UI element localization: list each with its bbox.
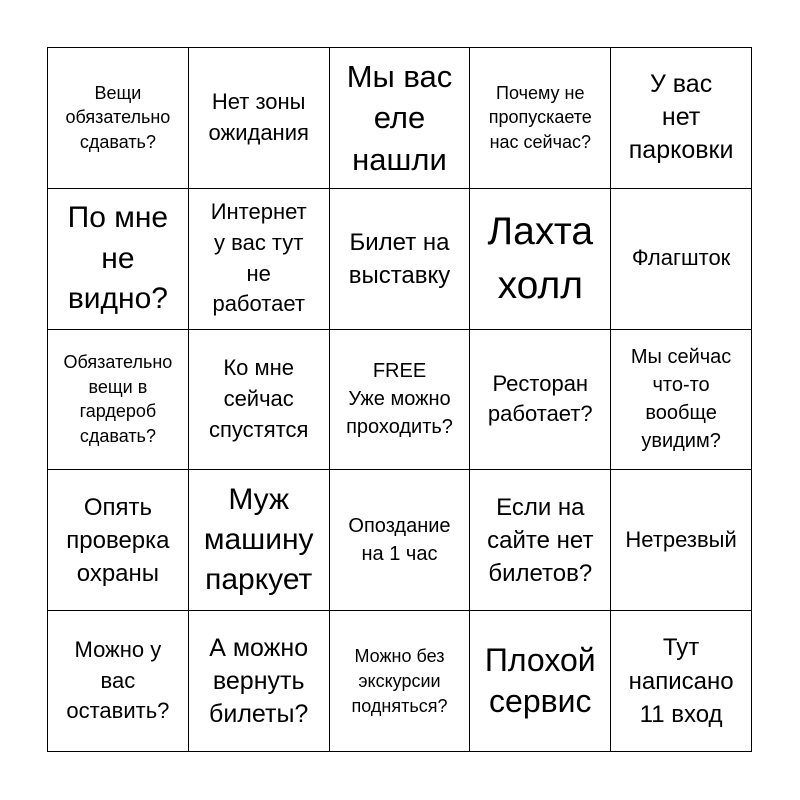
cell-text: По мне не видно? (67, 201, 169, 315)
bingo-cell[interactable] (330, 189, 471, 330)
cell-text: Можно у вас оставить? (66, 636, 170, 724)
cell-text: Опоздание на 1 час (348, 515, 451, 566)
cell-text: Муж машину паркует (203, 483, 314, 597)
cell-text: А можно вернуть билеты? (209, 633, 309, 728)
bingo-cell[interactable] (330, 611, 471, 752)
cell-text: Тут написано 11 вход (628, 634, 734, 728)
cell-text: Можно без экскурсии подняться? (351, 645, 448, 716)
bingo-cell[interactable] (48, 470, 189, 611)
bingo-cell[interactable] (189, 470, 330, 611)
cell-text: У вас нет парковки (628, 70, 734, 165)
cell-text: Нет зоны ожидания (208, 89, 309, 145)
cell-text: Опять проверка охраны (66, 493, 170, 587)
cell-text: Лахта холл (487, 209, 594, 307)
cell-text: Мы сейчас что-то вообще увидим? (630, 346, 732, 453)
bingo-cell[interactable] (611, 611, 752, 752)
cell-text: Ко мне сейчас спустятся (208, 355, 309, 442)
bingo-cell[interactable] (470, 48, 611, 189)
cell-text: FREE Уже можно проходить? (346, 360, 453, 439)
cell-text: Если на сайте нет билетов? (487, 493, 594, 587)
bingo-cell[interactable] (189, 330, 330, 471)
bingo-cell[interactable] (611, 48, 752, 189)
bingo-cell[interactable] (48, 48, 189, 189)
cell-text: Билет на выставку (348, 228, 451, 289)
bingo-cell free-space[interactable] (330, 330, 471, 471)
bingo-board (47, 47, 752, 752)
bingo-cell[interactable] (470, 189, 611, 330)
bingo-cell[interactable] (189, 189, 330, 330)
bingo-cell[interactable] (611, 189, 752, 330)
cell-text: Мы вас еле нашли (346, 58, 453, 177)
bingo-cell[interactable] (470, 330, 611, 471)
bingo-cell[interactable] (470, 611, 611, 752)
bingo-cell[interactable] (470, 470, 611, 611)
cell-text: Плохой сервис (484, 641, 596, 720)
bingo-cell[interactable] (611, 330, 752, 471)
cell-text: Интернет у вас тут не работает (210, 199, 307, 317)
bingo-cell[interactable] (189, 48, 330, 189)
cell-text: Почему не пропускаете нас сейчас? (488, 82, 592, 153)
bingo-cell[interactable] (48, 611, 189, 752)
bingo-cell[interactable] (48, 189, 189, 330)
cell-text: Нетрезвый (625, 526, 737, 552)
cell-text: Обязательно вещи в гардероб сдавать? (63, 351, 173, 447)
cell-text: Флагшток (631, 245, 731, 271)
bingo-cell[interactable] (48, 330, 189, 471)
bingo-cell[interactable] (611, 470, 752, 611)
bingo-cell[interactable] (189, 611, 330, 752)
bingo-cell[interactable] (330, 470, 471, 611)
bingo-cell[interactable] (330, 48, 471, 189)
cell-text: Вещи обязательно сдавать? (65, 82, 171, 153)
cell-text: Ресторан работает? (487, 370, 593, 427)
